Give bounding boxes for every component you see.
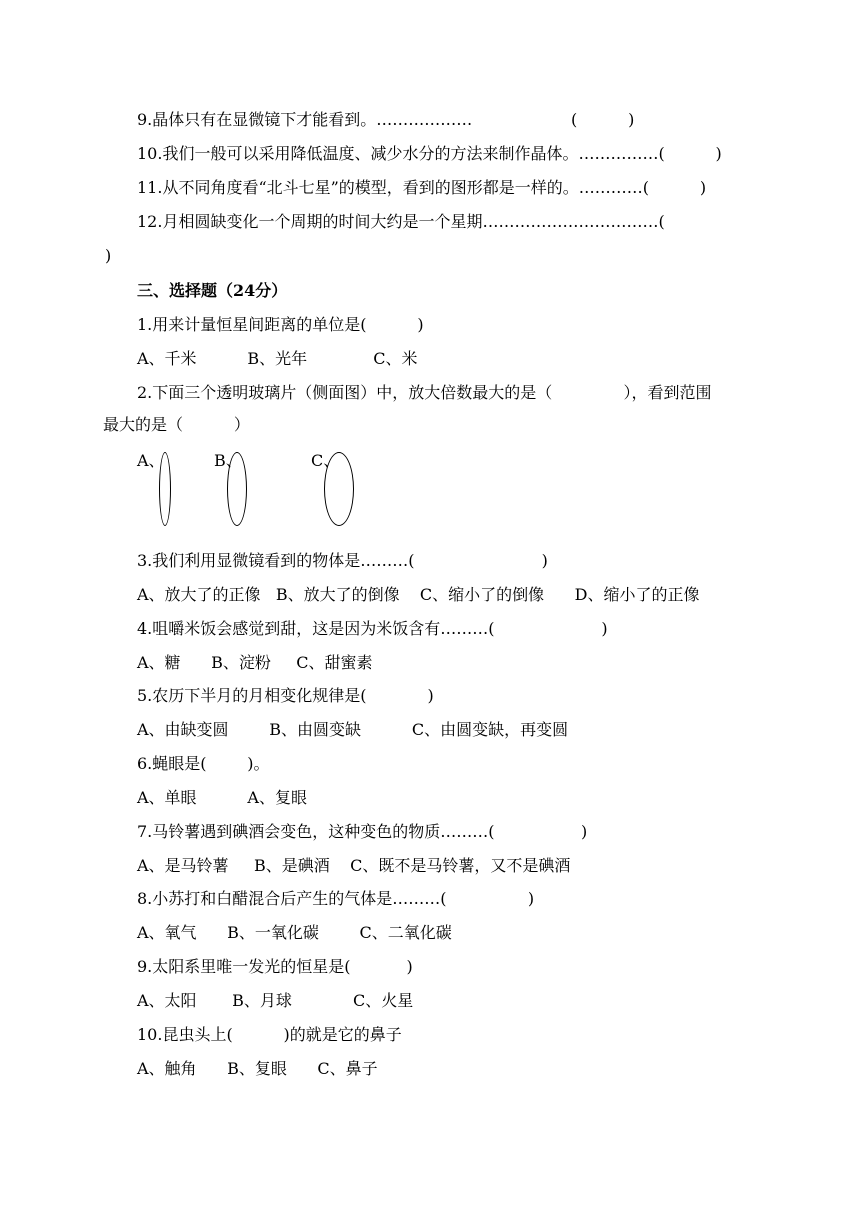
judgment-item-9: 9.晶体只有在显微镜下才能看到。……………… (137, 110, 473, 129)
lens-a-shape (159, 452, 171, 526)
choice-question-8: 8.小苏打和白醋混合后产生的气体是………( ) (137, 889, 535, 908)
lens-label-c: C、 (311, 451, 340, 470)
choice-question-4: 4.咀嚼米饭会感觉到甜，这是因为米饭含有………( ) (137, 619, 608, 638)
choice-question-1: 1.用来计量恒星间距离的单位是( ) (137, 315, 424, 334)
choice-question-9: 9.太阳系里唯一发光的恒星是( ) (137, 957, 413, 976)
choice-options-7: A、是马铃薯 B、是碘酒 C、既不是马铃薯，又不是碘酒 (137, 856, 571, 875)
judgment-item-12-wrap: ) (105, 246, 112, 265)
judgment-item-10: 10.我们一般可以采用降低温度、减少水分的方法来制作晶体。……………( ) (137, 144, 722, 163)
judgment-item-9-bracket: ( ) (571, 110, 635, 129)
choice-question-5: 5.农历下半月的月相变化规律是( ) (137, 686, 434, 705)
choice-question-2-wrap: 最大的是（ ） (103, 415, 250, 434)
choice-options-4: A、糖 B、淀粉 C、甜蜜素 (137, 653, 373, 672)
choice-question-6: 6.蝇眼是( )。 (137, 754, 270, 773)
choice-question-10: 10.昆虫头上( )的就是它的鼻子 (137, 1025, 402, 1044)
choice-options-9: A、太阳 B、月球 C、火星 (137, 991, 414, 1010)
lens-label-b: B、 (214, 451, 242, 470)
choice-question-3: 3.我们利用显微镜看到的物体是………( ) (137, 551, 548, 570)
choice-options-8: A、氧气 B、一氧化碳 C、二氧化碳 (137, 923, 452, 942)
choice-options-1: A、千米 B、光年 C、米 (137, 349, 418, 368)
lens-c-shape (324, 452, 354, 526)
judgment-item-11: 11.从不同角度看“北斗七星”的模型，看到的图形都是一样的。…………( ) (137, 178, 707, 197)
lens-b-shape (227, 452, 247, 526)
choice-options-6: A、单眼 A、复眼 (137, 788, 307, 807)
choice-question-2: 2.下面三个透明玻璃片（侧面图）中，放大倍数最大的是（ ），看到范围 (137, 383, 712, 402)
choice-options-10: A、触角 B、复眼 C、鼻子 (137, 1059, 378, 1078)
choice-options-3: A、放大了的正像 B、放大了的倒像 C、缩小了的倒像 D、缩小了的正像 (137, 585, 700, 604)
choice-question-7: 7.马铃薯遇到碘酒会变色，这种变色的物质………( ) (137, 822, 588, 841)
section-title: 三、选择题（24分） (137, 281, 288, 300)
judgment-item-12: 12.月相圆缺变化一个周期的时间大约是一个星期……………………………( (137, 212, 665, 231)
choice-options-5: A、由缺变圆 B、由圆变缺 C、由圆变缺，再变圆 (137, 720, 569, 739)
lens-label-a: A、 (137, 451, 165, 470)
